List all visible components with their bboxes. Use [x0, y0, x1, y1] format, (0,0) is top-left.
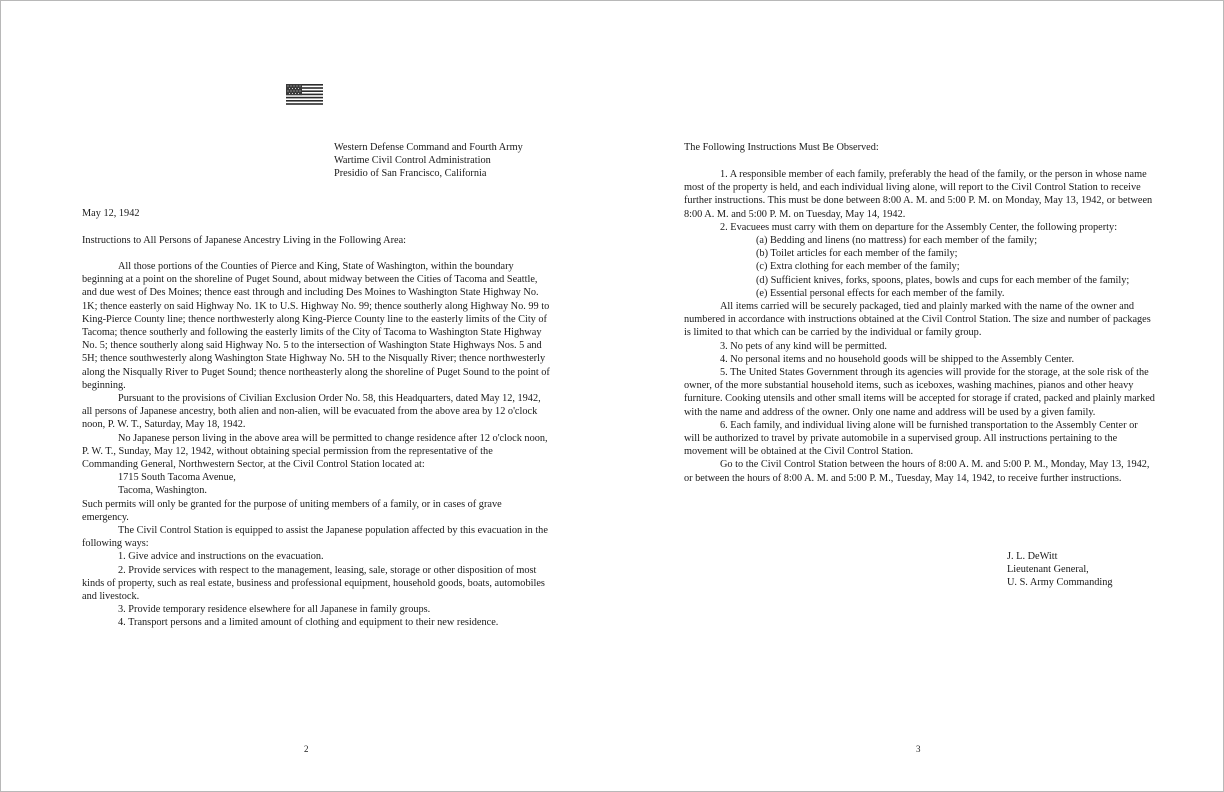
header-line: Wartime Civil Control Administration	[334, 155, 491, 167]
instructions-heading: The Following Instructions Must Be Observed:	[684, 142, 879, 153]
packaging-paragraph: All items carried will be securely packaged, tied and plainly marked with the name of the owner and numbered in accordance with instructions obtained at the Civil Control Station. The size and number of packages is limited to that which can be carried by the individual or family group.	[684, 301, 1151, 339]
residence-change-paragraph: No Japanese person living in the above area will be permitted to change residence after 12 o'clock noon, P. W. T., Sunday, May 12, 1942, without obtaining special permission from the representative of the Commanding General, Northwestern Sector, at the Civil Control Station located at:	[82, 432, 548, 471]
area-description: All those portions of the Counties of Pierce and King, State of Washington, within the boundary beginning at a point on the shoreline of Puget Sound, about midway between the Cities of Tacoma and Seattle, and due west of Des Moines; thence east through and including Des Moines to Washington State Highway No. 1K; thence easterly on said Highway No. 1K to U.S. Highway No. 99; thence southerly along Highway No. 99 to King-Pierce County line; thence northwesterly along King-Pierce County line to the easterly limits of the City of Tacoma; thence southerly and following the easterly limits of the City of Tacoma to Washington State Highway No. 5; thence southerly along said Highway No. 5 to the intersection of Washington State Highways Nos. 5 and 5H; thence southwesterly along Washington State Highway No. 5H to the Nisqually River; thence northwesterly along the Nisqually River to Puget Sound; thence northeasterly along the shoreline of Puget Sound to the point of beginning.	[82, 261, 550, 391]
permits-paragraph: Such permits will only be granted for the purpose of uniting members of a family, or in cases of grave emergency.	[82, 498, 502, 523]
closing-paragraph: Go to the Civil Control Station between the hours of 8:00 A. M. and 5:00 P. M., Monday, May 13, 1942, or between the hours of 8:00 A. M. and 5:00 P. M., Tuesday, May 14, 1942, to receive further instructions.	[684, 459, 1150, 484]
page-number: 2	[304, 744, 309, 754]
service-item: 3. Provide temporary residence elsewhere for all Japanese in family groups.	[118, 604, 431, 616]
service-item: 4. Transport persons and a limited amount of clothing and equipment to their new residence.	[118, 617, 499, 629]
notice-heading: Instructions to All Persons of Japanese Ancestry Living in the Following Area:	[82, 235, 407, 246]
right-body	[684, 168, 1156, 485]
header-line: Presidio of San Francisco, California	[334, 168, 487, 180]
instruction-item: 4. No personal items and no household goods will be shipped to the Assembly Center.	[720, 353, 1075, 365]
property-item: (d) Sufficient knives, forks, spoons, plates, bowls and cups for each member of the family;	[756, 274, 1130, 286]
signature-line: Lieutenant General,	[1007, 564, 1089, 576]
us-flag-icon	[286, 84, 323, 105]
page-left	[1, 1, 612, 791]
property-item: (b) Toilet articles for each member of the family;	[756, 248, 958, 260]
station-services-intro: The Civil Control Station is equipped to assist the Japanese population affected by this evacuation in the following ways:	[82, 525, 548, 550]
property-item: (a) Bedding and linens (no mattress) for each member of the family;	[756, 235, 1038, 247]
station-address-line: 1715 South Tacoma Avenue,	[118, 472, 236, 484]
instruction-item: 1. A responsible member of each family, preferably the head of the family, or the person in whose name most of the property is held, and each individual living alone, will report to the Civil Control Station to receive further instructions. This must be done between 8:00 A. M. and 5:00 P. M. on Monday, May 13, 1942, or between 8:00 A. M. and 5:00 P. M. on Tuesday, May 14, 1942.	[684, 169, 1153, 220]
signature-line: U. S. Army Commanding	[1007, 577, 1113, 589]
left-body	[82, 260, 551, 630]
service-item: 1. Give advice and instructions on the evacuation.	[118, 551, 324, 563]
page-number: 3	[916, 744, 921, 754]
instruction-item: 3. No pets of any kind will be permitted.	[720, 340, 888, 352]
command-header	[334, 141, 594, 181]
instruction-item: 2. Evacuees must carry with them on departure for the Assembly Center, the following property:	[720, 221, 1118, 233]
station-address-line: Tacoma, Washington.	[118, 485, 207, 497]
header-line: Western Defense Command and Fourth Army	[334, 142, 523, 153]
notice-date: May 12, 1942	[82, 208, 140, 219]
property-item: (e) Essential personal effects for each member of the family.	[756, 287, 1005, 299]
property-item: (c) Extra clothing for each member of the family;	[756, 261, 960, 273]
service-item: 2. Provide services with respect to the management, leasing, sale, storage or other disposition of most kinds of property, such as real estate, business and professional equipment, household goods, boats, automobiles and livestock.	[82, 564, 545, 603]
instruction-item: 6. Each family, and individual living alone will be furnished transportation to the Assembly Center or will be authorized to travel by private automobile in a supervised group. All instructions pertaining to the movement will be obtained at the Civil Control Station.	[684, 419, 1138, 458]
page-right	[612, 1, 1223, 791]
exclusion-order-paragraph: Pursuant to the provisions of Civilian Exclusion Order No. 58, this Headquarters, dated May 12, 1942, all persons of Japanese ancestry, both alien and non-alien, will be evacuated from the above area by 12 o'clock noon, P. W. T., Saturday, May 18, 1942.	[82, 393, 541, 431]
signature-line: J. L. DeWitt	[1007, 551, 1058, 562]
signature-block	[1007, 550, 1167, 590]
instruction-item: 5. The United States Government through its agencies will provide for the storage, at the sole risk of the owner, of the more substantial household items, such as iceboxes, washing machines, pianos and other heavy furniture. Cooking utensils and other small items will be accepted for storage if crated, packed and plainly marked with the name and address of the owner. Only one name and address will be used by a given family.	[684, 367, 1155, 418]
